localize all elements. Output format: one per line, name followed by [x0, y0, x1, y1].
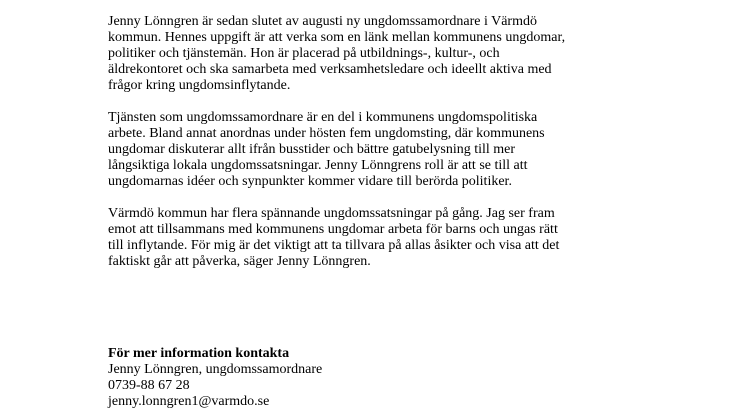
paragraph-intro	[108, 14, 628, 94]
contact-name: Jenny Lönngren, ungdomssamordnare	[108, 362, 323, 377]
contact-email: jenny.lonngren1@varmdo.se	[108, 394, 270, 409]
text-line: kommun. Hennes uppgift är att verka som en länk mellan kommunens ungdomar,	[108, 30, 566, 45]
paragraph-quote	[108, 206, 628, 270]
text-line: frågor kring ungdomsinflytande.	[108, 78, 291, 93]
text-line: ungdomarnas idéer och synpunkter kommer vidare till berörda politiker.	[108, 174, 512, 189]
text-line: politiker och tjänstemän. Hon är placerad på utbildnings-, kultur-, och	[108, 46, 500, 61]
contact-heading: För mer information kontakta	[108, 346, 290, 361]
text-line: emot att tillsammans med kommunens ungdomar arbeta för barns och ungas rätt	[108, 222, 558, 237]
text-line: till inflytande. För mig är det viktigt att ta tillvara på allas åsikter och visa att det	[108, 238, 560, 253]
text-line: Värmdö kommun har flera spännande ungdomssatsningar på gång. Jag ser fram	[108, 206, 555, 221]
contact-phone: 0739-88 67 28	[108, 378, 190, 393]
text-line: Tjänsten som ungdomssamordnare är en del i kommunens ungdomspolitiska	[108, 110, 538, 125]
text-line: faktiskt går att påverka, säger Jenny Lönngren.	[108, 254, 371, 269]
text-line: Jenny Lönngren är sedan slutet av augusti ny ungdomssamordnare i Värmdö	[108, 14, 537, 29]
contact-block	[108, 346, 322, 410]
text-line: arbete. Bland annat anordnas under hösten fem ungdomsting, där kommunens	[108, 126, 545, 141]
press-release-body	[108, 14, 628, 286]
paragraph-role	[108, 110, 628, 190]
text-line: äldrekontoret och ska samarbeta med verksamhetsledare och ideellt aktiva med	[108, 62, 552, 77]
text-line: ungdomar diskuterar allt ifrån busstider och bättre gatubelysning till mer	[108, 142, 516, 157]
text-line: långsiktiga lokala ungdomssatsningar. Jenny Lönngrens roll är att se till att	[108, 158, 528, 173]
